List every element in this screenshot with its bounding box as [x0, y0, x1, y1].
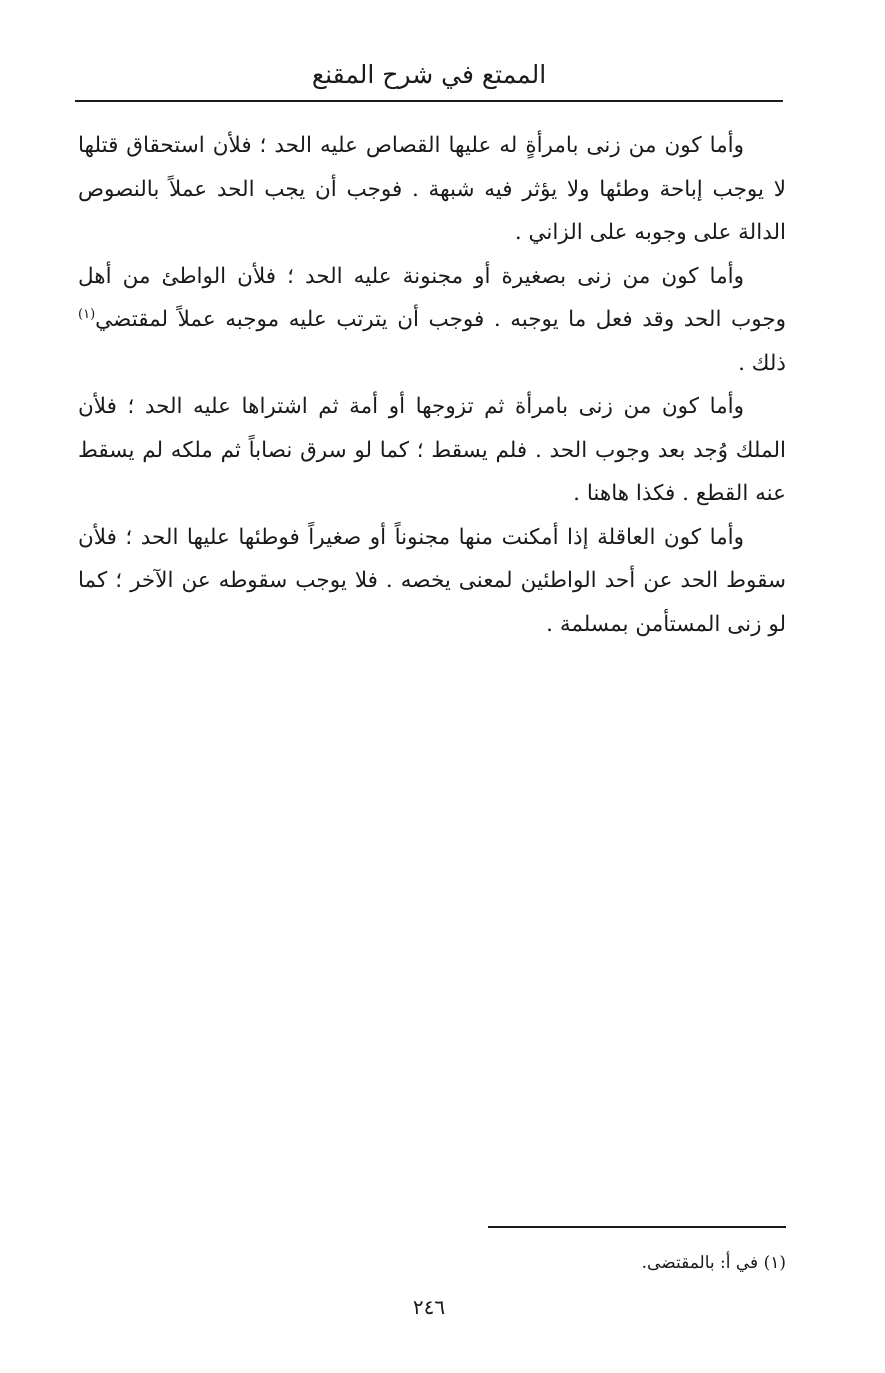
footnote-1: (١) في أ: بالمقتضى. — [641, 1253, 786, 1273]
paragraph-3: وأما كون من زنى بامرأة ثم تزوجها أو أمة ثم اشتراها عليه الحد ؛ فلأن الملك وُجد بعد وجوب الحد . فلم يسقط ؛ كما لو سرق نصاباً ثم ملكه لم يسقط عنه القطع . فكذا هاهنا . — [78, 394, 786, 506]
footnote-reference[interactable]: (١) — [78, 306, 96, 322]
header-divider — [75, 100, 783, 102]
body-text — [78, 124, 786, 646]
paragraph-4: وأما كون العاقلة إذا أمكنت منها مجنوناً أو صغيراً فوطئها عليها الحد ؛ فلأن سقوط الحد عن أحد الواطئين لمعنى يخصه . فلا يوجب سقوطه عن الآخر ؛ كما لو زنى المستأمن بمسلمة . — [78, 524, 786, 637]
paragraph-2-text: وأما كون من زنى بصغيرة أو مجنونة عليه الحد ؛ فلأن الواطئ من أهل وجوب الحد وقد فعل ما يوجبه . فوجب أن يترتب عليه موجبه عملاً لمقتضي — [78, 263, 786, 332]
paragraph-1: وأما كون من زنى بامرأةٍ له عليها القصاص عليه الحد ؛ فلأن استحقاق قتلها لا يوجب إباحة وطئها ولا يؤثر فيه شبهة . فوجب أن يجب الحد عملاً بالنصوص الدالة على وجوبه على الزاني . — [78, 133, 786, 245]
paragraph-2-text-end: ذلك . — [738, 350, 786, 376]
running-header: الممتع في شرح المقنع — [311, 60, 547, 89]
paragraph-2 — [78, 255, 786, 386]
page-number: ٢٤٦ — [412, 1295, 446, 1319]
footnote-divider — [488, 1226, 786, 1228]
